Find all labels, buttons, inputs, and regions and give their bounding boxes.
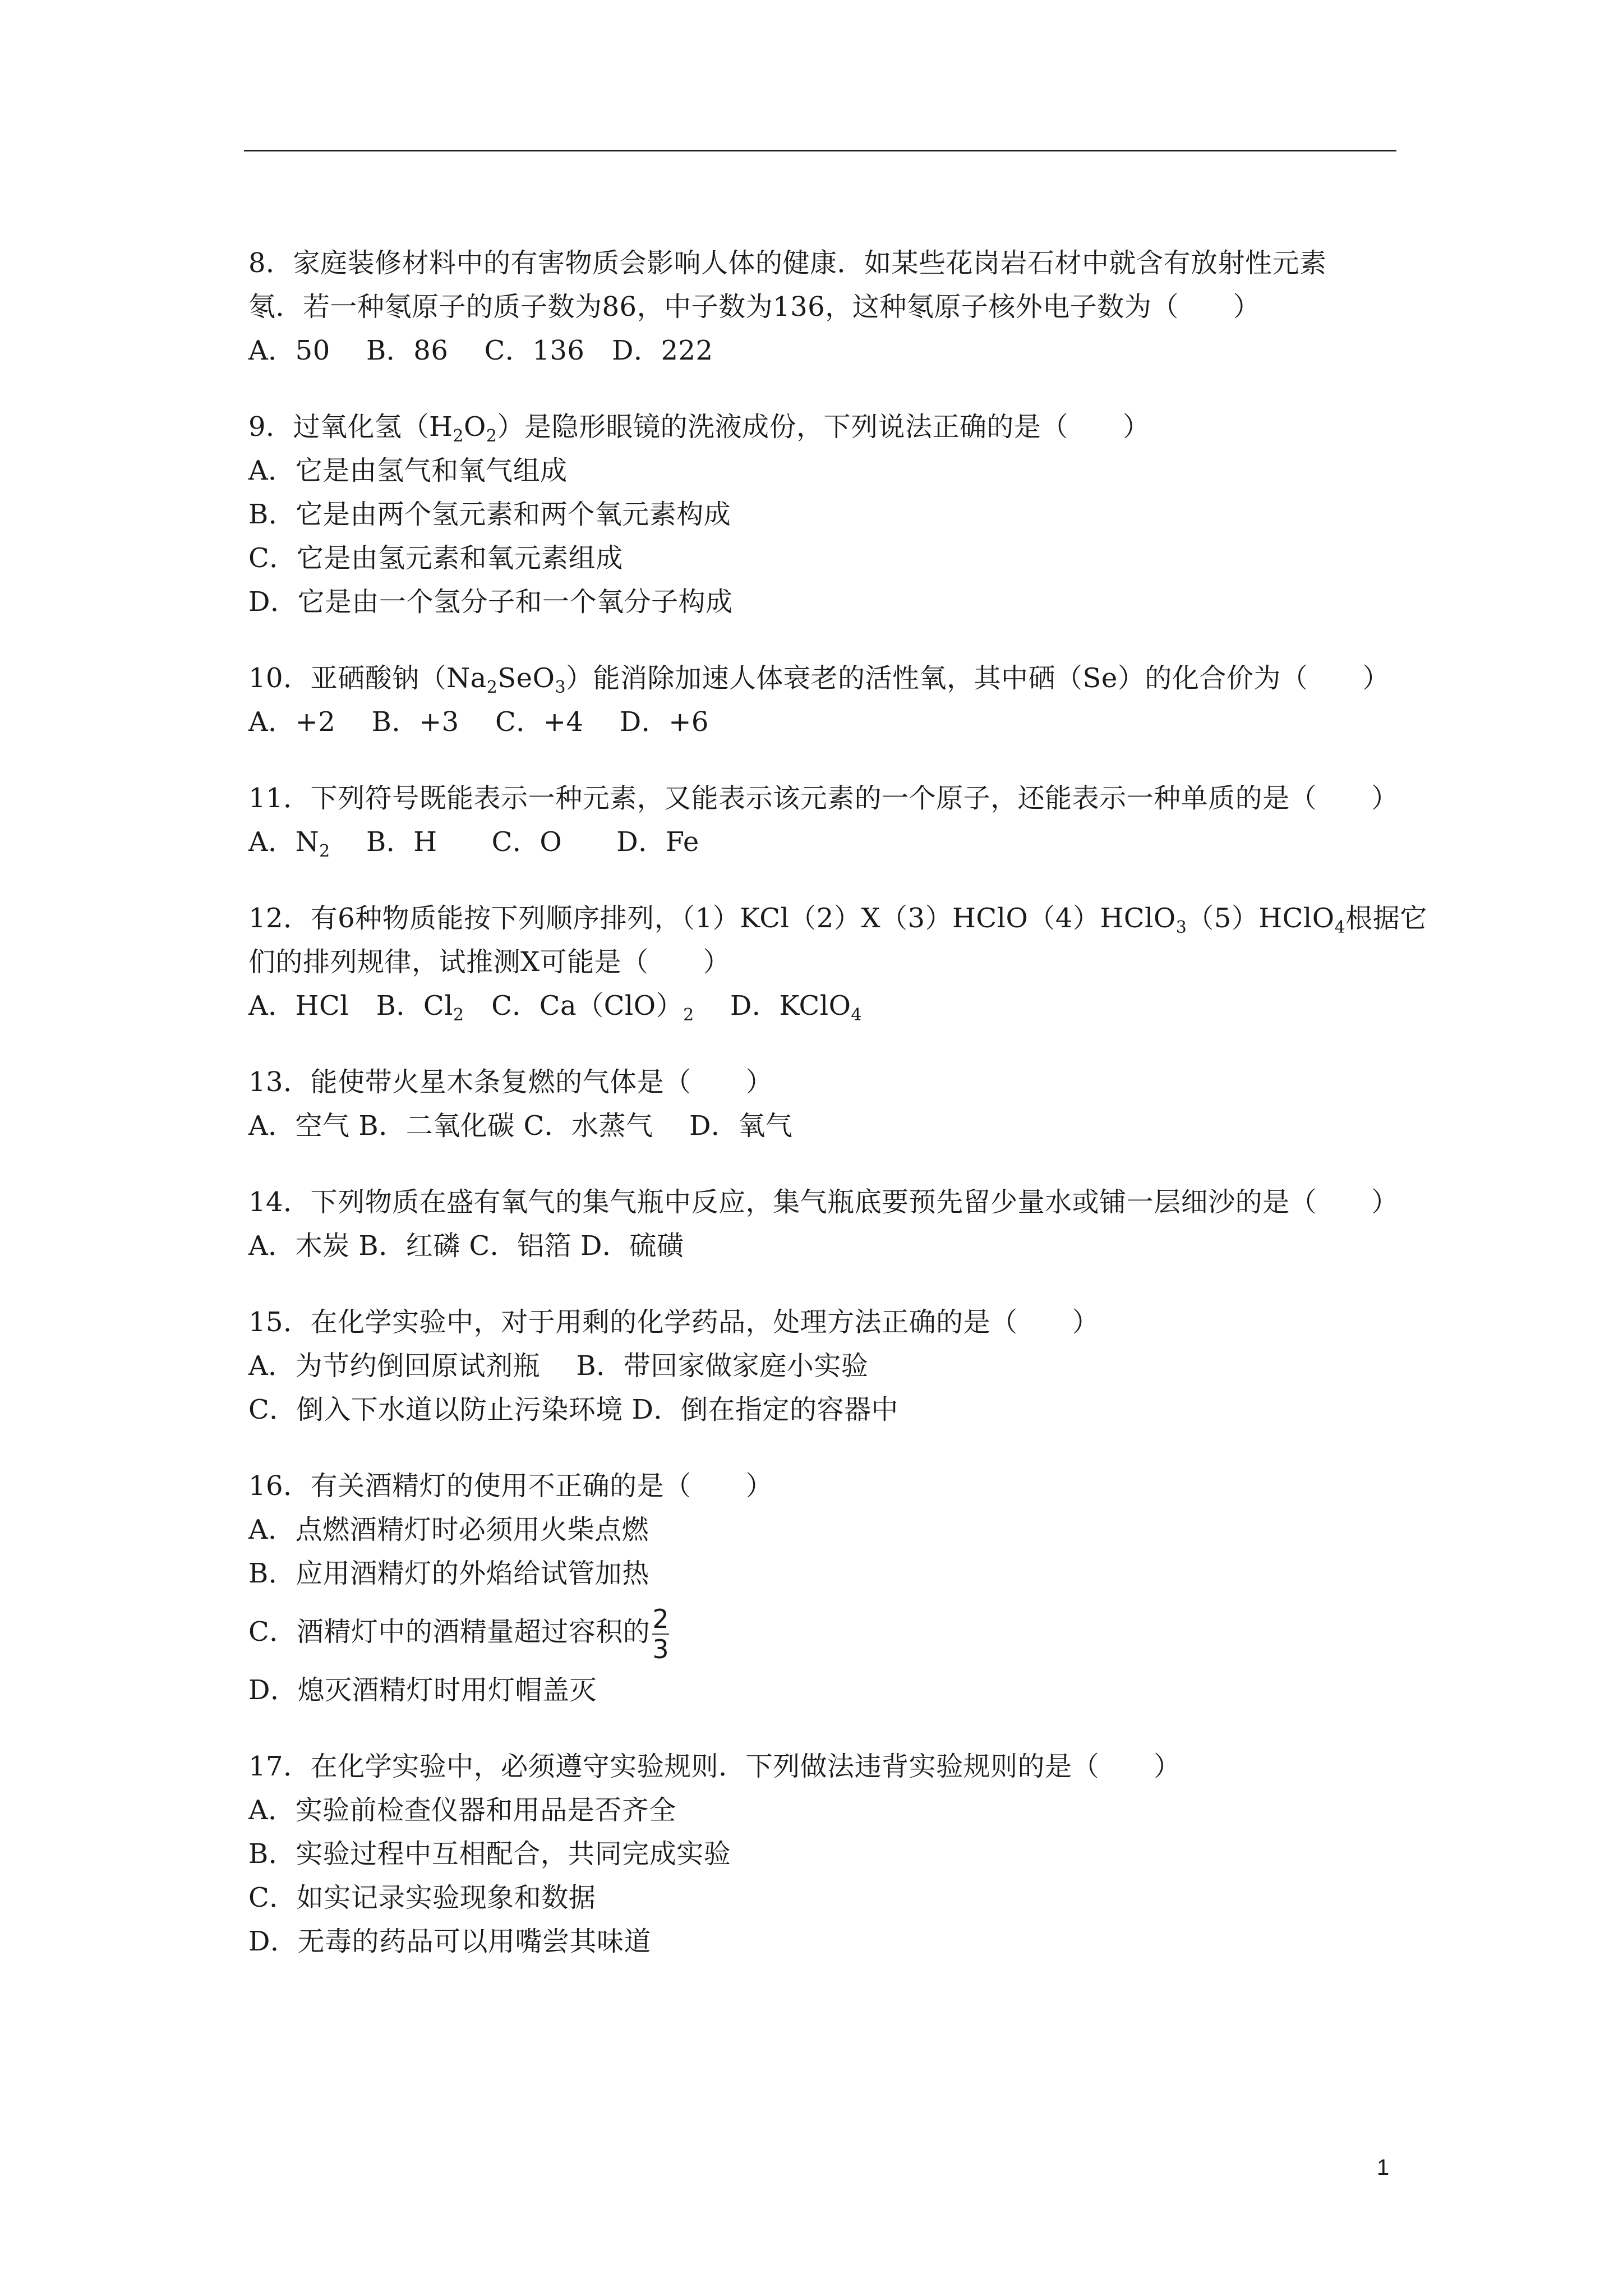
header-rule (244, 150, 1396, 151)
question-16 (248, 1464, 1415, 1712)
option-d: D．熄灭酒精灯时用灯帽盖灭 (248, 1674, 597, 1706)
question-stem-continued: 们的排列规律，试推测X可能是（ ） (248, 946, 731, 978)
question-15 (248, 1300, 1415, 1432)
question-17 (248, 1745, 1415, 1963)
answer-options: A．$N_2$ B．H C．O D．Fe (248, 826, 699, 861)
question-stem: 14．下列物质在盛有氧气的集气瓶中反应，集气瓶底要预先留少量水或铺一层细沙的是（ ） (248, 1186, 1399, 1218)
question-stem: 11．下列符号既能表示一种元素，又能表示该元素的一个原子，还能表示一种单质的是（ ） (248, 783, 1399, 814)
option-b: B．应用酒精灯的外焰给试管加热 (248, 1558, 649, 1589)
question-10 (248, 656, 1415, 744)
question-stem: 17．在化学实验中，必须遵守实验规则．下列做法违背实验规则的是（ ） (248, 1751, 1181, 1782)
question-8 (248, 241, 1415, 372)
option-b: B．实验过程中互相配合，共同完成实验 (248, 1838, 731, 1870)
option-b: B．它是由两个氢元素和两个氧元素构成 (248, 499, 731, 530)
answer-options-ab: A．为节约倒回原试剂瓶 B．带回家做家庭小实验 (248, 1350, 869, 1382)
question-stem: 10．亚硒酸钠$(Na_2SeO_3)$能消除加速人体衰老的活性氧，其中硒（Se）的化合价为（ ） (248, 662, 1390, 697)
fraction (652, 1604, 669, 1664)
option-a: A．实验前检查仪器和用品是否齐全 (248, 1795, 676, 1826)
answer-options: A．50 B．86 C．136 D．222 (248, 335, 713, 366)
option-d: D．它是由一个氢分子和一个氧分子构成 (248, 586, 733, 618)
fraction-denominator: 3 (652, 1634, 670, 1664)
question-stem: 13．能使带火星木条复燃的气体是（ ） (248, 1066, 773, 1098)
question-stem: 9．过氧化氢$(H_2O_2)$是隐形眼镜的洗液成份，下列说法正确的是（ ） (248, 411, 1150, 446)
option-d: D．无毒的药品可以用嘴尝其味道 (248, 1926, 651, 1957)
question-list (248, 241, 1427, 1996)
option-c: C．如实记录实验现象和数据 (248, 1882, 596, 1913)
question-stem: 15．在化学实验中，对于用剩的化学药品，处理方法正确的是（ ） (248, 1306, 1100, 1338)
option-a: A．点燃酒精灯时必须用火柴点燃 (248, 1514, 649, 1545)
question-14 (248, 1180, 1415, 1268)
question-13 (248, 1060, 1415, 1148)
answer-options: A．空气 B．二氧化碳 C．水蒸气 D．氧气 (248, 1110, 793, 1142)
question-11 (248, 776, 1415, 864)
question-12 (248, 896, 1427, 1028)
fraction-numerator: 2 (652, 1603, 670, 1634)
option-c: C．它是由氢元素和氧元素组成 (248, 542, 623, 574)
answer-options-cd: C．倒入下水道以防止污染环境 D．倒在指定的容器中 (248, 1394, 898, 1425)
option-a: A．它是由氢气和氧气组成 (248, 455, 568, 486)
answer-options: A．木炭 B．红磷 C．铝箔 D．硫磺 (248, 1230, 684, 1262)
answer-options: A．HCl B．$Cl_2$ C．$Ca(ClO)_2$ D．KClO$_4$ (248, 990, 863, 1025)
question-9 (248, 405, 1415, 624)
question-stem: 12．有6种物质能按下列顺序排列，（1）KCl（2）X（3）HClO（4）HClO$_3$（5）HClO$_4$根据它 (248, 903, 1427, 937)
question-stem: 16．有关酒精灯的使用不正确的是（ ） (248, 1470, 773, 1502)
option-c: C．酒精灯中的酒精量超过容积的 $\frac{2}{3}$ (248, 1603, 670, 1664)
question-stem: 8．家庭装修材料中的有害物质会影响人体的健康．如某些花岗岩石材中就含有放射性元素 (248, 247, 1327, 279)
page-number: 1 (1377, 2155, 1390, 2180)
answer-options: A．+2 B．+3 C．+4 D．+6 (248, 706, 709, 738)
question-stem-continued: 氡．若一种氡原子的质子数为86，中子数为136，这种氡原子核外电子数为（ ） (248, 291, 1261, 323)
